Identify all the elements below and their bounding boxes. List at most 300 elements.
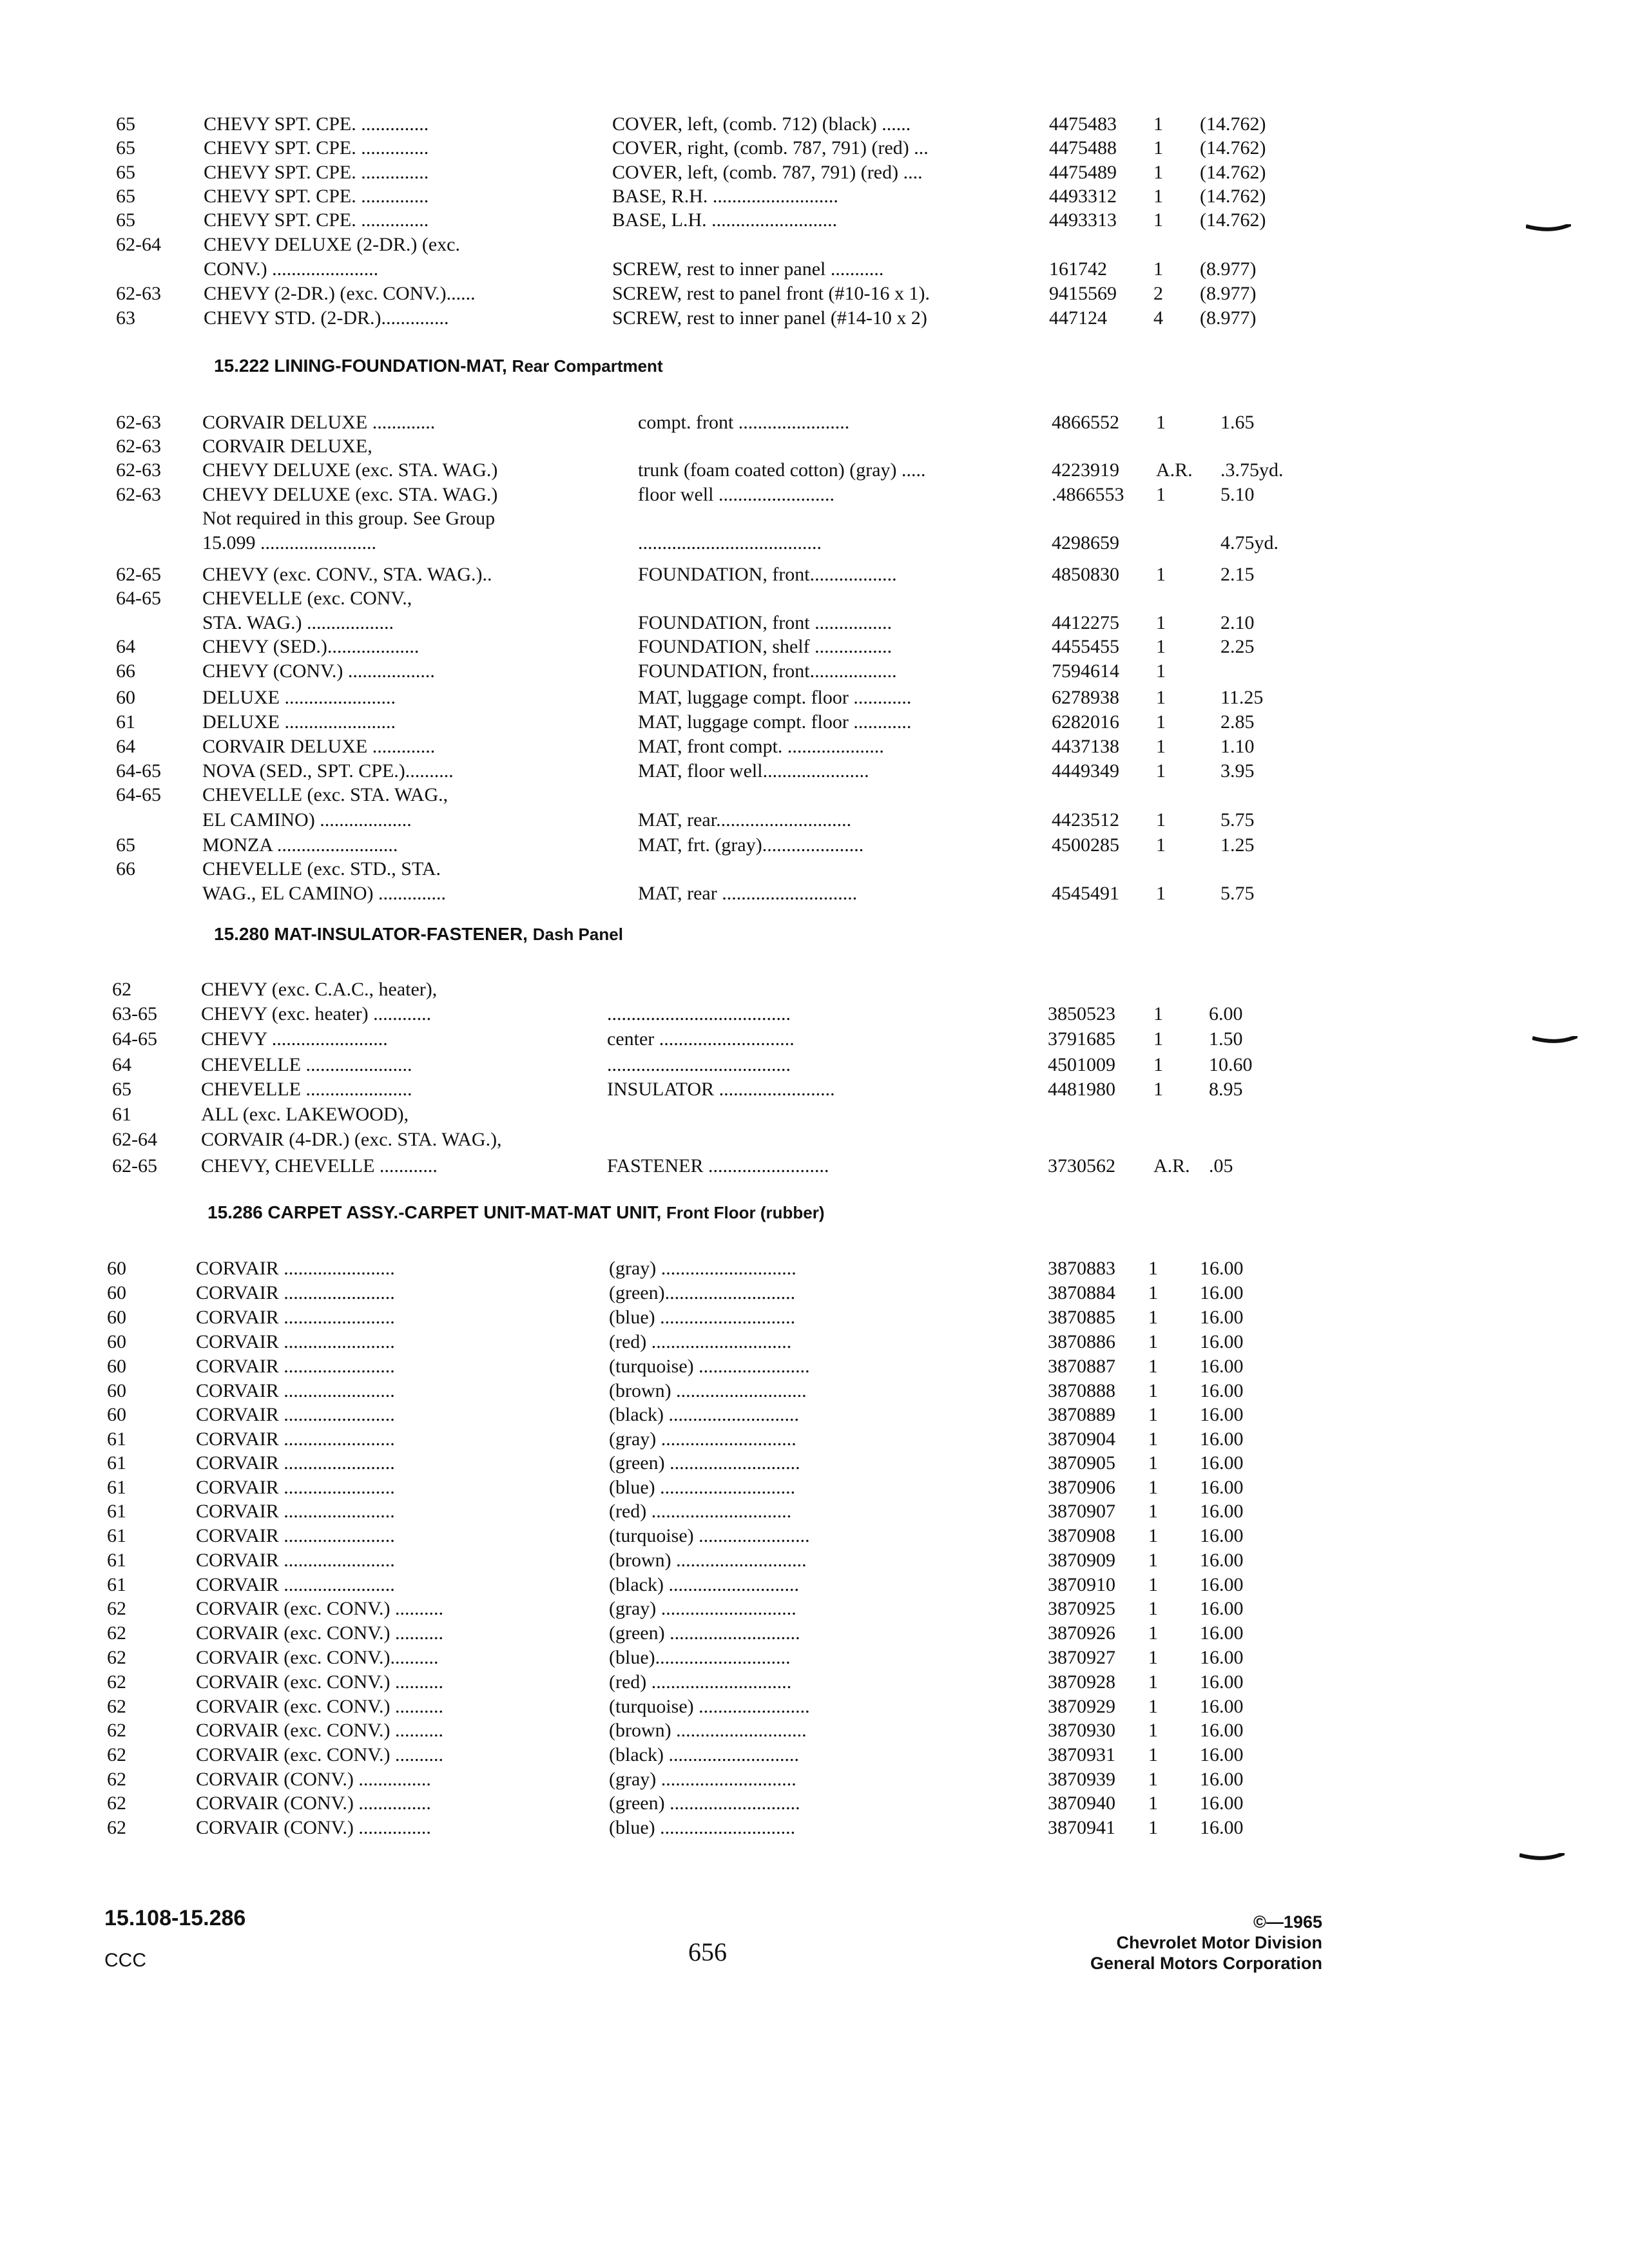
cell-qty: 1 bbox=[1148, 1380, 1158, 1401]
cell-desc: (blue) ............................ bbox=[609, 1307, 796, 1328]
section-heading bbox=[214, 356, 663, 376]
cell-qty: 1 bbox=[1153, 113, 1163, 135]
cell-qty: 1 bbox=[1156, 809, 1166, 831]
cell-qty: 1 bbox=[1148, 1598, 1158, 1619]
cell-desc: SCREW, rest to inner panel (#14-10 x 2) bbox=[612, 307, 927, 329]
cell-year: 60 bbox=[107, 1356, 126, 1377]
parts-row bbox=[0, 759, 1629, 783]
cell-year: 60 bbox=[107, 1282, 126, 1303]
cell-qty: 1 bbox=[1153, 209, 1163, 231]
cell-price: (14.762) bbox=[1200, 186, 1266, 207]
binding-mark-3 bbox=[1519, 1853, 1565, 1861]
cell-price: 2.10 bbox=[1220, 612, 1255, 633]
cell-model: CORVAIR DELUXE, bbox=[202, 436, 372, 457]
cell-qty: 1 bbox=[1153, 258, 1163, 280]
parts-row bbox=[0, 184, 1629, 209]
cell-qty: 1 bbox=[1156, 636, 1166, 657]
cell-part: 3870929 bbox=[1048, 1696, 1115, 1717]
cell-qty: 1 bbox=[1148, 1307, 1158, 1328]
cell-desc: MAT, luggage compt. floor ............ bbox=[638, 687, 912, 708]
cell-part: 3870930 bbox=[1048, 1720, 1115, 1741]
cell-desc: (blue)............................ bbox=[609, 1647, 791, 1668]
cell-model: CORVAIR ....................... bbox=[196, 1307, 395, 1328]
cell-part: 4493313 bbox=[1049, 209, 1117, 231]
cell-part: 4866552 bbox=[1052, 412, 1119, 433]
cell-model: CHEVELLE (exc. STA. WAG., bbox=[202, 784, 448, 805]
cell-model: CHEVY DELUXE (exc. STA. WAG.) bbox=[202, 459, 498, 481]
cell-desc: FOUNDATION, front.................. bbox=[638, 564, 897, 585]
parts-row bbox=[0, 160, 1629, 185]
cell-qty: 1 bbox=[1148, 1574, 1158, 1595]
cell-part: 3870931 bbox=[1048, 1744, 1115, 1765]
cell-year: 64 bbox=[116, 636, 135, 657]
cell-year: 62 bbox=[107, 1696, 126, 1717]
cell-desc: MAT, floor well...................... bbox=[638, 760, 869, 782]
cell-part: 3870927 bbox=[1048, 1647, 1115, 1668]
cell-price: 4.75yd. bbox=[1220, 532, 1278, 553]
cell-desc: (green) ........................... bbox=[609, 1452, 800, 1474]
cell-part: 4545491 bbox=[1052, 883, 1119, 904]
parts-row bbox=[0, 434, 1629, 459]
section-subtitle: Rear Compartment bbox=[512, 356, 663, 376]
cell-desc: MAT, front compt. .................... bbox=[638, 736, 884, 757]
cell-year: 61 bbox=[107, 1550, 126, 1571]
cell-model: CHEVELLE (exc. STD., STA. bbox=[202, 858, 441, 879]
cell-qty: 1 bbox=[1148, 1477, 1158, 1498]
cell-desc: MAT, rear ............................ bbox=[638, 883, 858, 904]
cell-year: 65 bbox=[116, 137, 135, 159]
cell-part: 7594614 bbox=[1052, 660, 1119, 682]
parts-row bbox=[0, 1816, 1629, 1840]
cell-qty: 1 bbox=[1148, 1525, 1158, 1546]
parts-row bbox=[0, 1548, 1629, 1573]
cell-desc: (red) ............................. bbox=[609, 1671, 792, 1693]
cell-model: CORVAIR (CONV.) ............... bbox=[196, 1817, 431, 1838]
cell-model: CORVAIR (exc. CONV.).......... bbox=[196, 1647, 439, 1668]
cell-model: CORVAIR (exc. CONV.) .......... bbox=[196, 1720, 443, 1741]
parts-row bbox=[0, 136, 1629, 160]
cell-qty: 1 bbox=[1148, 1501, 1158, 1522]
cell-part: 9415569 bbox=[1049, 283, 1117, 304]
cell-desc: (red) ............................. bbox=[609, 1331, 792, 1352]
cell-desc: ...................................... bbox=[607, 1054, 791, 1075]
cell-desc: (gray) ............................ bbox=[609, 1598, 796, 1619]
cell-desc: ...................................... bbox=[607, 1003, 791, 1024]
cell-part: 4412275 bbox=[1052, 612, 1119, 633]
cell-price: 16.00 bbox=[1200, 1380, 1244, 1401]
cell-qty: 1 bbox=[1148, 1356, 1158, 1377]
cell-qty: 1 bbox=[1148, 1452, 1158, 1474]
parts-row bbox=[0, 483, 1629, 507]
cell-model: CHEVELLE (exc. CONV., bbox=[202, 588, 412, 609]
cell-qty: 1 bbox=[1148, 1282, 1158, 1303]
cell-year: 64-65 bbox=[116, 760, 161, 782]
cell-price: 16.00 bbox=[1200, 1696, 1244, 1717]
cell-model: CORVAIR DELUXE ............. bbox=[202, 412, 436, 433]
cell-price: (14.762) bbox=[1200, 209, 1266, 231]
cell-model: CORVAIR ....................... bbox=[196, 1501, 395, 1522]
cell-part: 3870906 bbox=[1048, 1477, 1115, 1498]
cell-year: 64-65 bbox=[116, 784, 161, 805]
parts-row bbox=[0, 1767, 1629, 1792]
cell-part: 3870907 bbox=[1048, 1501, 1115, 1522]
parts-row bbox=[0, 506, 1629, 531]
cell-part: 3870926 bbox=[1048, 1622, 1115, 1644]
cell-model: Not required in this group. See Group bbox=[202, 508, 496, 529]
cell-year: 61 bbox=[107, 1574, 126, 1595]
cell-price: 16.00 bbox=[1200, 1307, 1244, 1328]
cell-qty: 1 bbox=[1153, 1079, 1163, 1100]
cell-year: 64-65 bbox=[112, 1028, 157, 1050]
cell-price: 16.00 bbox=[1200, 1477, 1244, 1498]
parts-row bbox=[0, 410, 1629, 435]
cell-year: 61 bbox=[107, 1525, 126, 1546]
parts-row bbox=[0, 1524, 1629, 1548]
cell-model: DELUXE ....................... bbox=[202, 711, 396, 733]
cell-desc: FOUNDATION, shelf ................ bbox=[638, 636, 892, 657]
cell-desc: COVER, left, (comb. 787, 791) (red) .... bbox=[612, 162, 923, 183]
parts-row bbox=[0, 306, 1629, 331]
cell-year: 62 bbox=[107, 1744, 126, 1765]
parts-row bbox=[0, 783, 1629, 807]
cell-part: 4475483 bbox=[1049, 113, 1117, 135]
cell-desc: compt. front ....................... bbox=[638, 412, 850, 433]
cell-desc: MAT, rear............................ bbox=[638, 809, 852, 831]
parts-row bbox=[0, 1427, 1629, 1452]
cell-part: 447124 bbox=[1049, 307, 1107, 329]
cell-qty: 1 bbox=[1148, 1696, 1158, 1717]
cell-qty: 1 bbox=[1153, 186, 1163, 207]
cell-part: 4298659 bbox=[1052, 532, 1119, 553]
cell-model: CORVAIR (exc. CONV.) .......... bbox=[196, 1696, 443, 1717]
cell-year: 62-65 bbox=[116, 564, 161, 585]
cell-price: 16.00 bbox=[1200, 1769, 1244, 1790]
cell-part: 3870883 bbox=[1048, 1258, 1115, 1279]
parts-row bbox=[0, 1743, 1629, 1767]
parts-row bbox=[0, 1573, 1629, 1597]
cell-model: CHEVY SPT. CPE. .............. bbox=[204, 137, 429, 159]
parts-row bbox=[0, 833, 1629, 858]
cell-model: CORVAIR (CONV.) ............... bbox=[196, 1769, 431, 1790]
cell-qty: 1 bbox=[1148, 1792, 1158, 1814]
cell-desc: INSULATOR ........................ bbox=[607, 1079, 835, 1100]
cell-model: MONZA ......................... bbox=[202, 834, 398, 856]
cell-qty: 1 bbox=[1148, 1404, 1158, 1425]
parts-row bbox=[0, 1077, 1629, 1102]
cell-year: 63 bbox=[116, 307, 135, 329]
cell-model: CHEVY (exc. C.A.C., heater), bbox=[201, 979, 438, 1000]
parts-row bbox=[0, 635, 1629, 659]
cell-year: 60 bbox=[107, 1307, 126, 1328]
cell-part: 4500285 bbox=[1052, 834, 1119, 856]
cell-desc: (blue) ............................ bbox=[609, 1817, 796, 1838]
cell-price: 16.00 bbox=[1200, 1720, 1244, 1741]
cell-desc: (brown) ........................... bbox=[609, 1550, 807, 1571]
parts-row bbox=[0, 1128, 1629, 1152]
cell-price: 5.75 bbox=[1220, 809, 1255, 831]
cell-model: CHEVY (SED.)................... bbox=[202, 636, 419, 657]
cell-year: 60 bbox=[107, 1258, 126, 1279]
cell-model: CHEVY (exc. CONV., STA. WAG.).. bbox=[202, 564, 492, 585]
parts-row bbox=[0, 808, 1629, 832]
parts-row bbox=[0, 1330, 1629, 1354]
cell-desc: (green) ........................... bbox=[609, 1792, 800, 1814]
cell-qty: 1 bbox=[1148, 1744, 1158, 1765]
cell-price: 16.00 bbox=[1200, 1356, 1244, 1377]
cell-desc: COVER, left, (comb. 712) (black) ...... bbox=[612, 113, 911, 135]
cell-part: .4866553 bbox=[1052, 484, 1124, 505]
cell-model: CHEVY SPT. CPE. .............. bbox=[204, 113, 429, 135]
cell-year: 62 bbox=[107, 1622, 126, 1644]
cell-desc: (gray) ............................ bbox=[609, 1769, 796, 1790]
cell-part: 4223919 bbox=[1052, 459, 1119, 481]
cell-price: 5.10 bbox=[1220, 484, 1255, 505]
cell-year: 62-64 bbox=[116, 234, 161, 255]
cell-model: CHEVY (exc. heater) ............ bbox=[201, 1003, 432, 1024]
parts-row bbox=[0, 1002, 1629, 1026]
cell-qty: 1 bbox=[1156, 687, 1166, 708]
cell-year: 61 bbox=[116, 711, 135, 733]
cell-price: 16.00 bbox=[1200, 1647, 1244, 1668]
cell-qty: 1 bbox=[1148, 1550, 1158, 1571]
parts-row bbox=[0, 1154, 1629, 1178]
section-subtitle: Dash Panel bbox=[532, 925, 623, 944]
cell-desc: (brown) ........................... bbox=[609, 1380, 807, 1401]
cell-year: 61 bbox=[107, 1428, 126, 1450]
cell-year: 62 bbox=[107, 1769, 126, 1790]
cell-model: CORVAIR (exc. CONV.) .......... bbox=[196, 1598, 443, 1619]
cell-desc: (gray) ............................ bbox=[609, 1258, 796, 1279]
cell-part: 3870884 bbox=[1048, 1282, 1115, 1303]
cell-price: 16.00 bbox=[1200, 1525, 1244, 1546]
cell-year: 64 bbox=[116, 736, 135, 757]
cell-year: 62-63 bbox=[116, 459, 161, 481]
parts-row bbox=[0, 977, 1629, 1002]
parts-row bbox=[0, 710, 1629, 735]
cell-part: 4455455 bbox=[1052, 636, 1119, 657]
cell-price: 16.00 bbox=[1200, 1817, 1244, 1838]
cell-model: CORVAIR ....................... bbox=[196, 1380, 395, 1401]
cell-price: 3.95 bbox=[1220, 760, 1255, 782]
cell-model: CHEVY SPT. CPE. .............. bbox=[204, 186, 429, 207]
cell-model: CORVAIR (4-DR.) (exc. STA. WAG.), bbox=[201, 1129, 502, 1150]
footer-copyright: ©—1965 bbox=[1253, 1912, 1322, 1932]
cell-part: 4449349 bbox=[1052, 760, 1119, 782]
cell-year: 62-65 bbox=[112, 1155, 157, 1177]
cell-desc: FOUNDATION, front.................. bbox=[638, 660, 897, 682]
cell-desc: SCREW, rest to panel front (#10-16 x 1). bbox=[612, 283, 930, 304]
cell-qty: 1 bbox=[1148, 1671, 1158, 1693]
cell-price: 16.00 bbox=[1200, 1598, 1244, 1619]
cell-model: CHEVELLE ...................... bbox=[201, 1079, 412, 1100]
section-heading bbox=[214, 924, 623, 945]
cell-year: 66 bbox=[116, 660, 135, 682]
cell-desc: (turquoise) ....................... bbox=[609, 1356, 810, 1377]
cell-year: 66 bbox=[116, 858, 135, 879]
cell-price: 16.00 bbox=[1200, 1501, 1244, 1522]
parts-row bbox=[0, 1475, 1629, 1500]
cell-model: CORVAIR ....................... bbox=[196, 1550, 395, 1571]
cell-model: NOVA (SED., SPT. CPE.).......... bbox=[202, 760, 454, 782]
cell-year: 60 bbox=[107, 1380, 126, 1401]
cell-model: CORVAIR (exc. CONV.) .......... bbox=[196, 1744, 443, 1765]
parts-row bbox=[0, 562, 1629, 587]
cell-part: 6278938 bbox=[1052, 687, 1119, 708]
parts-row bbox=[0, 1791, 1629, 1816]
cell-qty: A.R. bbox=[1156, 459, 1193, 481]
parts-row bbox=[0, 1621, 1629, 1646]
section-subtitle: Front Floor (rubber) bbox=[666, 1203, 825, 1222]
cell-price: 16.00 bbox=[1200, 1282, 1244, 1303]
cell-part: 3870928 bbox=[1048, 1671, 1115, 1693]
cell-part: 3870910 bbox=[1048, 1574, 1115, 1595]
parts-row bbox=[0, 531, 1629, 555]
cell-qty: 1 bbox=[1156, 883, 1166, 904]
cell-year: 62 bbox=[107, 1671, 126, 1693]
cell-desc: ...................................... bbox=[638, 532, 822, 553]
cell-qty: 1 bbox=[1156, 660, 1166, 682]
cell-desc: MAT, frt. (gray)..................... bbox=[638, 834, 864, 856]
cell-model: CHEVY DELUXE (2-DR.) (exc. bbox=[204, 234, 460, 255]
cell-part: 4423512 bbox=[1052, 809, 1119, 831]
cell-year: 62 bbox=[112, 979, 131, 1000]
page-number: 656 bbox=[688, 1937, 727, 1966]
cell-model: CORVAIR ....................... bbox=[196, 1477, 395, 1498]
parts-row bbox=[0, 1027, 1629, 1052]
cell-price: (8.977) bbox=[1200, 307, 1257, 329]
parts-row bbox=[0, 233, 1629, 257]
cell-year: 62-63 bbox=[116, 283, 161, 304]
parts-row bbox=[0, 112, 1629, 137]
cell-model: CORVAIR DELUXE ............. bbox=[202, 736, 436, 757]
cell-desc: (black) ........................... bbox=[609, 1574, 799, 1595]
cell-year: 63-65 bbox=[112, 1003, 157, 1024]
cell-price: 1.50 bbox=[1209, 1028, 1243, 1050]
parts-row bbox=[0, 1646, 1629, 1670]
cell-part: 4475488 bbox=[1049, 137, 1117, 159]
parts-row bbox=[0, 1718, 1629, 1743]
parts-row bbox=[0, 686, 1629, 710]
footer-code: CCC bbox=[104, 1950, 146, 1971]
cell-part: 3870905 bbox=[1048, 1452, 1115, 1474]
section-title: 15.222 LINING-FOUNDATION-MAT, bbox=[214, 356, 512, 376]
cell-qty: 1 bbox=[1153, 1054, 1163, 1075]
cell-desc: SCREW, rest to inner panel ........... bbox=[612, 258, 884, 280]
parts-row bbox=[0, 586, 1629, 611]
cell-price: 16.00 bbox=[1200, 1622, 1244, 1644]
cell-model: CHEVY SPT. CPE. .............. bbox=[204, 209, 429, 231]
cell-year: 65 bbox=[116, 113, 135, 135]
cell-qty: 1 bbox=[1148, 1769, 1158, 1790]
cell-price: 6.00 bbox=[1209, 1003, 1243, 1024]
cell-qty: 1 bbox=[1148, 1331, 1158, 1352]
cell-year: 60 bbox=[116, 687, 135, 708]
section-title: 15.286 CARPET ASSY.-CARPET UNIT-MAT-MAT UNIT, bbox=[207, 1202, 667, 1222]
cell-qty: 1 bbox=[1148, 1817, 1158, 1838]
cell-qty: 4 bbox=[1153, 307, 1163, 329]
footer-section-range: 15.108-15.286 bbox=[104, 1906, 246, 1930]
cell-part: 4437138 bbox=[1052, 736, 1119, 757]
parts-row bbox=[0, 881, 1629, 906]
cell-model: CORVAIR (exc. CONV.) .......... bbox=[196, 1622, 443, 1644]
parts-row bbox=[0, 659, 1629, 684]
parts-row bbox=[0, 1256, 1629, 1281]
cell-qty: 1 bbox=[1156, 612, 1166, 633]
cell-model: CORVAIR (CONV.) ............... bbox=[196, 1792, 431, 1814]
cell-desc: FOUNDATION, front ................ bbox=[638, 612, 892, 633]
cell-price: 11.25 bbox=[1220, 687, 1264, 708]
cell-part: 3870940 bbox=[1048, 1792, 1115, 1814]
cell-price: (14.762) bbox=[1200, 137, 1266, 159]
footer-corporation: General Motors Corporation bbox=[1090, 1954, 1322, 1973]
cell-model: CORVAIR ....................... bbox=[196, 1404, 395, 1425]
cell-qty: 1 bbox=[1148, 1647, 1158, 1668]
cell-part: 3870941 bbox=[1048, 1817, 1115, 1838]
cell-price: 1.65 bbox=[1220, 412, 1255, 433]
cell-part: 4475489 bbox=[1049, 162, 1117, 183]
parts-row bbox=[0, 458, 1629, 483]
cell-qty: 1 bbox=[1153, 1003, 1163, 1024]
parts-row bbox=[0, 611, 1629, 635]
cell-price: 16.00 bbox=[1200, 1574, 1244, 1595]
cell-part: 3870889 bbox=[1048, 1404, 1115, 1425]
cell-price: 16.00 bbox=[1200, 1671, 1244, 1693]
cell-desc: MAT, luggage compt. floor ............ bbox=[638, 711, 912, 733]
cell-model: STA. WAG.) .................. bbox=[202, 612, 394, 633]
cell-model: CORVAIR ....................... bbox=[196, 1525, 395, 1546]
cell-qty: 1 bbox=[1148, 1428, 1158, 1450]
parts-row bbox=[0, 1305, 1629, 1330]
section-title: 15.280 MAT-INSULATOR-FASTENER, bbox=[214, 924, 533, 944]
cell-model: CHEVY, CHEVELLE ............ bbox=[201, 1155, 438, 1177]
cell-model: CHEVY SPT. CPE. .............. bbox=[204, 162, 429, 183]
cell-year: 62-63 bbox=[116, 412, 161, 433]
cell-qty: 1 bbox=[1156, 564, 1166, 585]
cell-part: 6282016 bbox=[1052, 711, 1119, 733]
cell-model: DELUXE ....................... bbox=[202, 687, 396, 708]
cell-model: WAG., EL CAMINO) .............. bbox=[202, 883, 447, 904]
cell-qty: 1 bbox=[1156, 736, 1166, 757]
cell-model: CORVAIR ....................... bbox=[196, 1258, 395, 1279]
cell-part: 3870887 bbox=[1048, 1356, 1115, 1377]
cell-desc: (green)........................... bbox=[609, 1282, 796, 1303]
cell-year: 64 bbox=[112, 1054, 131, 1075]
cell-model: CHEVY DELUXE (exc. STA. WAG.) bbox=[202, 484, 498, 505]
cell-price: .3.75yd. bbox=[1220, 459, 1284, 481]
parts-row bbox=[0, 1451, 1629, 1475]
cell-desc: COVER, right, (comb. 787, 791) (red) ... bbox=[612, 137, 929, 159]
cell-price: 2.25 bbox=[1220, 636, 1255, 657]
cell-qty: 1 bbox=[1148, 1720, 1158, 1741]
cell-part: 3870909 bbox=[1048, 1550, 1115, 1571]
footer-division: Chevrolet Motor Division bbox=[1116, 1933, 1322, 1952]
binding-mark-2 bbox=[1532, 1036, 1577, 1044]
cell-desc: floor well ........................ bbox=[638, 484, 834, 505]
cell-qty: A.R. bbox=[1153, 1155, 1190, 1177]
cell-price: 2.85 bbox=[1220, 711, 1255, 733]
cell-price: 16.00 bbox=[1200, 1258, 1244, 1279]
parts-row bbox=[0, 282, 1629, 306]
cell-model: CORVAIR ....................... bbox=[196, 1452, 395, 1474]
cell-part: 3870908 bbox=[1048, 1525, 1115, 1546]
parts-row bbox=[0, 1499, 1629, 1524]
cell-desc: center ............................ bbox=[607, 1028, 795, 1050]
cell-year: 62 bbox=[107, 1598, 126, 1619]
cell-model: CORVAIR ....................... bbox=[196, 1428, 395, 1450]
section-heading bbox=[207, 1202, 825, 1223]
cell-model: EL CAMINO) ................... bbox=[202, 809, 412, 831]
cell-model: CHEVY ........................ bbox=[201, 1028, 388, 1050]
